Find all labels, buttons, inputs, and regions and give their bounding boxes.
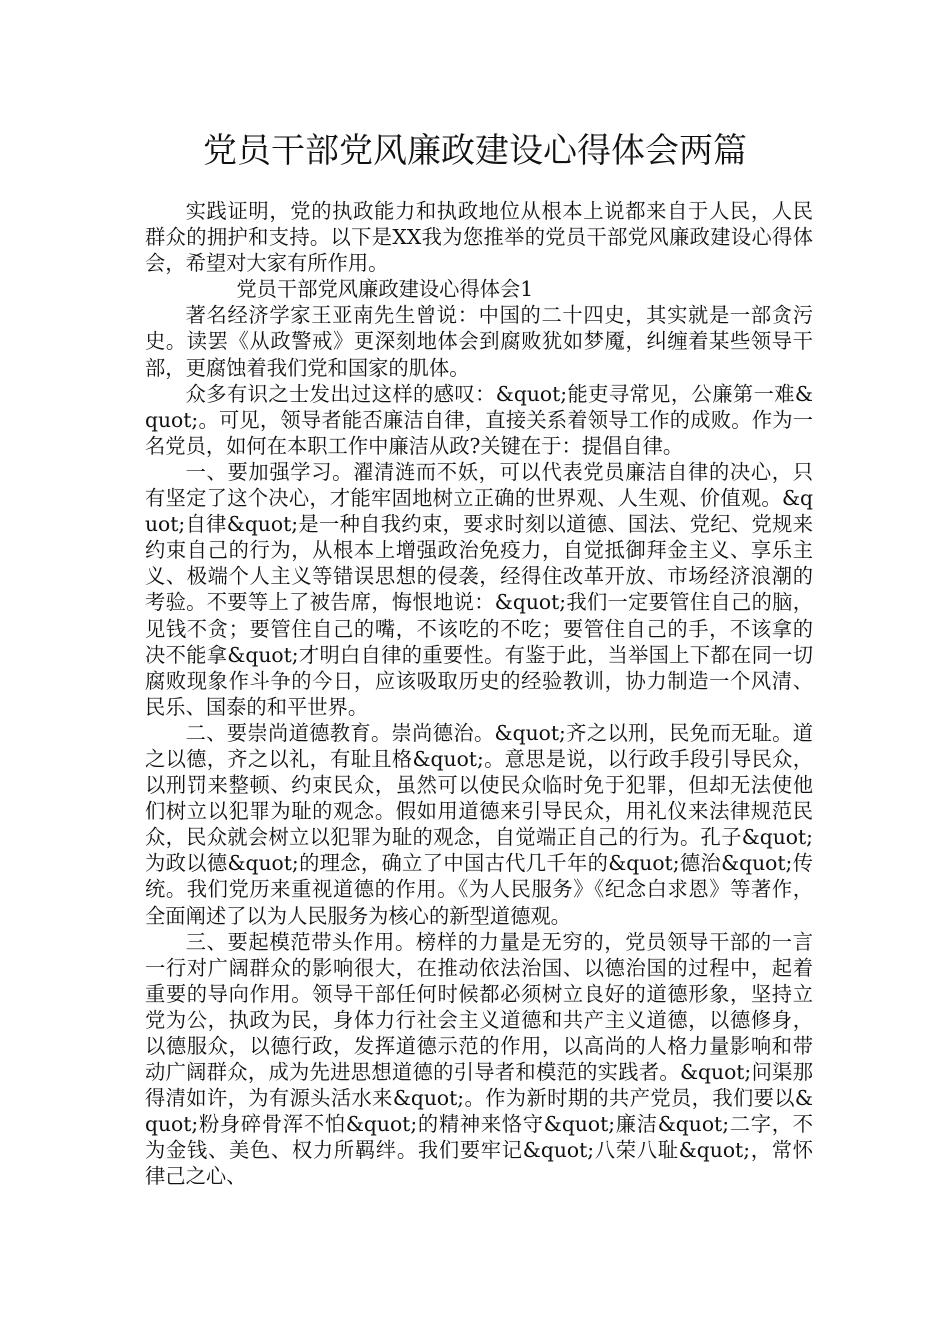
body-paragraph: 一、要加强学习。濯清涟而不妖，可以代表党员廉洁自律的决心，只有坚定了这个决心，才能牢固地树立正确的世界观、人生观、价值观。&quot;自律&quot;是一种自我约束，要求时刻以道德、国法、党纪、党规来约束自己的行为，从根本上增强政治免疫力，自觉抵御拜金主义、享乐主义、极端个人主义等错误思想的侵袭，经得住改革开放、市场经济浪潮的考验。不要等上了被告席，悔恨地说：&quot;我们一定要管住自己的脑，见钱不贪；要管住自己的嘴，不该吃的不吃；要管住自己的手，不该拿的决不能拿&quot;才明白自律的重要性。有鉴于此，当举国上下都在同一切腐败现象作斗争的今日，应该吸取历史的经验教训，协力制造一个风清、民乐、国泰的和平世界。 <box>145 459 813 719</box>
body-paragraph: 三、要起模范带头作用。榜样的力量是无穷的，党员领导干部的一言一行对广阔群众的影响很大，在推动依法治国、以德治国的过程中，起着重要的导向作用。领导干部任何时候都必须树立良好的道德形象，坚持立党为公，执政为民，身体力行社会主义道德和共产主义道德，以德修身，以德服众，以德行政，发挥道德示范的作用，以高尚的人格力量影响和带动广阔群众，成为先进思想道德的引导者和模范的实践者。&quot;问渠那得清如许，为有源头活水来&quot;。作为新时期的共产党员，我们要以&quot;粉身碎骨浑不怕&quot;的精神来恪守&quot;廉洁&quot;二字，不为金钱、美色、权力所羁绊。我们要牢记&quot;八荣八耻&quot;，常怀律己之心、 <box>145 929 813 1189</box>
body-paragraph: 众多有识之士发出过这样的感叹：&quot;能吏寻常见，公廉第一难&quot;。可见，领导者能否廉洁自律，直接关系着领导工作的成败。作为一名党员，如何在本职工作中廉洁从政?关键在于：提倡自律。 <box>145 381 813 458</box>
document-body <box>145 198 813 1190</box>
document-title: 党员干部党风廉政建设心得体会两篇 <box>203 131 747 171</box>
body-paragraph: 二、要崇尚道德教育。崇尚德治。&quot;齐之以刑，民免而无耻。道之以德，齐之以礼，有耻且格&quot;。意思是说，以行政手段引导民众，以刑罚来整顿、约束民众，虽然可以使民众临时免于犯罪，但却无法使他们树立以犯罪为耻的观念。假如用道德来引导民众，用礼仪来法律规范民众，民众就会树立以犯罪为耻的观念，自觉端正自己的行为。孔子&quot;为政以德&quot;的理念，确立了中国古代几千年的&quot;德治&quot;传统。我们党历来重视道德的作用。《为人民服务》《纪念白求恩》等著作，全面阐述了以为人民服务为核心的新型道德观。 <box>145 720 813 928</box>
section-subheading: 党员干部党风廉政建设心得体会1 <box>236 277 534 302</box>
body-paragraph: 著名经济学家王亚南先生曾说：中国的二十四史，其实就是一部贪污史。读罢《从政警戒》更深刻地体会到腐败犹如梦魇，纠缠着某些领导干部，更腐蚀着我们党和国家的肌体。 <box>145 303 813 380</box>
intro-paragraph: 实践证明，党的执政能力和执政地位从根本上说都来自于人民，人民群众的拥护和支持。以下是XX我为您推举的党员干部党风廉政建设心得体会，希望对大家有所作用。 <box>145 199 813 276</box>
